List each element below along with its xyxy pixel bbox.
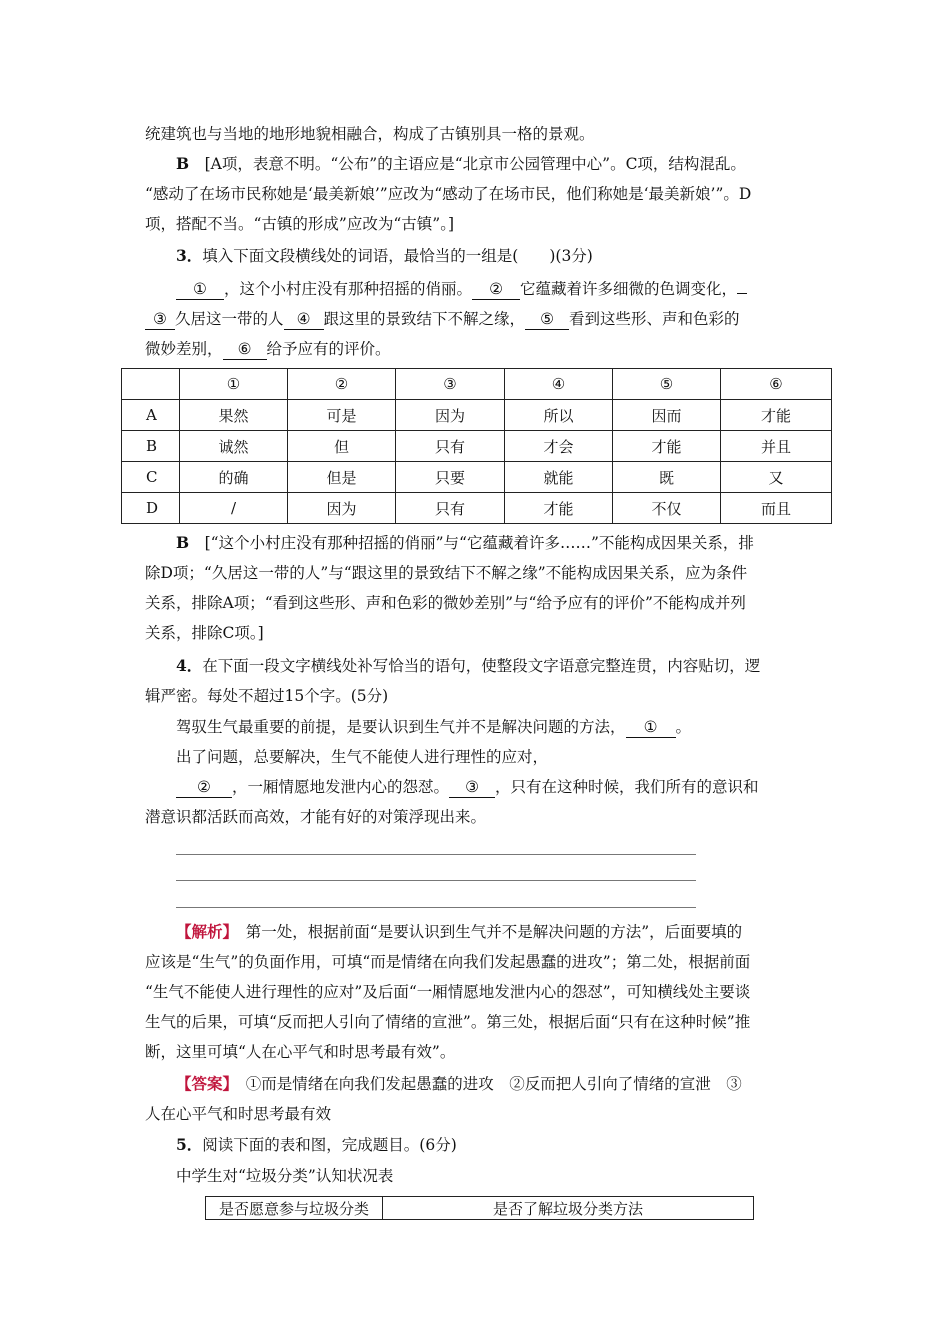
answer-letter: B (176, 154, 190, 173)
q5-stem (176, 1134, 457, 1156)
table-cell: ⑥ (721, 369, 832, 400)
passage-text: 看到这些形、声和色彩的 (569, 310, 740, 328)
q3-passage-line (145, 338, 391, 360)
table-cell: ④ (505, 369, 613, 400)
table-cell: 就能 (505, 462, 613, 493)
q4-passage-line: 潜意识都活跃而高效，才能有好的对策浮现出来。 (145, 808, 487, 826)
q2-answer-line: “感动了在场市民称她是‘最美新娘’”应改为“感动了在场市民，他们称她是‘最美新娘’”。D (145, 185, 752, 203)
blank-6: ⑥ (223, 339, 267, 360)
answer-line (176, 1073, 742, 1095)
q3-passage-line (145, 308, 740, 330)
question-number: 5． (176, 1135, 203, 1154)
table-cell: 不仅 (613, 493, 721, 524)
table-header-cell: 是否了解垃圾分类方法 (383, 1197, 754, 1220)
table-cell: 所以 (505, 400, 613, 431)
analysis-line: “生气不能使人进行理性的应对”及后面“一厢情愿地发泄内心的怨怼”，可知横线处主要谈 (145, 983, 751, 1001)
question-text: 在下面一段文字横线处补写恰当的语句，使整段文字语意完整连贯，内容贴切，逻 (202, 657, 761, 675)
blank-2: ② (176, 777, 232, 798)
question-number: 4． (176, 656, 203, 675)
table-row (122, 493, 832, 524)
q3-answer-line: 除D项；“久居这一带的人”与“跟这里的景致结下不解之缘”不能构成因果关系，应为条件 (145, 564, 748, 582)
table-header-row (122, 369, 832, 400)
analysis-line: 断，这里可填“人在心平气和时思考最有效”。 (145, 1043, 456, 1061)
blank-1: ① (176, 279, 224, 300)
question-text: 填入下面文段横线处的词语，最恰当的一组是( )(3分) (202, 247, 593, 265)
table-cell: 因为 (288, 493, 396, 524)
table-cell: 并且 (721, 431, 832, 462)
passage-text: ，一厢情愿地发泄内心的怨怼。 (232, 778, 450, 796)
blank-1: ① (626, 717, 676, 738)
q4-stem (176, 655, 760, 677)
analysis-line: 生气的后果，可填“反而把人引向了情绪的宣泄”。第三处，根据后面“只有在这种时候”推 (145, 1013, 751, 1031)
row-label: A (122, 400, 180, 431)
table-cell: ① (180, 369, 288, 400)
table-cell: 只有 (396, 493, 505, 524)
answer-text: ①而是情绪在向我们发起愚蠢的进攻 ②反而把人引向了情绪的宣泄 ③ (245, 1075, 742, 1093)
passage-text: 久居这一带的人 (175, 310, 284, 328)
table-cell: 但是 (288, 462, 396, 493)
passage-text: 微妙差别， (145, 340, 223, 358)
table-cell: 才能 (721, 400, 832, 431)
writing-line[interactable] (176, 880, 696, 881)
passage-text: 驾驭生气最重要的前提，是要认识到生气并不是解决问题的方法， (176, 718, 626, 736)
table-cell: / (180, 493, 288, 524)
table-row (122, 400, 832, 431)
question-number: 3． (176, 246, 203, 265)
row-label: B (122, 431, 180, 462)
survey-table-title: 中学生对“垃圾分类”认知状况表 (176, 1167, 394, 1185)
analysis-label: 【解析】 (176, 922, 231, 941)
table-cell: ② (288, 369, 396, 400)
passage-text: 它蕴藏着许多细微的色调变化， (520, 280, 738, 298)
passage-text: 跟这里的景致结下不解之缘， (323, 310, 526, 328)
analysis-text: 第一处，根据前面“是要认识到生气并不是解决问题的方法”，后面要填的 (245, 923, 743, 941)
table-cell: ③ (396, 369, 505, 400)
answer-text: [“这个小村庄没有那种招摇的俏丽”与“它蕴藏着许多……”不能构成因果关系，排 (204, 534, 754, 552)
survey-table (205, 1196, 754, 1220)
table-row (122, 431, 832, 462)
q3-stem (176, 245, 593, 267)
question-text: 阅读下面的表和图，完成题目。(6分) (202, 1136, 457, 1154)
table-cell: 才能 (505, 493, 613, 524)
table-cell: 既 (613, 462, 721, 493)
q2-answer-line: 项，搭配不当。“古镇的形成”应改为“古镇”。] (145, 215, 454, 233)
blank-4: ④ (284, 309, 324, 330)
table-header-cell: 是否愿意参与垃圾分类 (206, 1197, 383, 1220)
blank-2: ② (472, 279, 520, 300)
row-label: C (122, 462, 180, 493)
q3-answer-line: 关系，排除A项；“看到这些形、声和色彩的微妙差别”与“给予应有的评价”不能构成并列 (145, 594, 746, 612)
passage-text: 给予应有的评价。 (266, 340, 391, 358)
table-cell: 因而 (613, 400, 721, 431)
paragraph-line: 统建筑也与当地的地形地貌相融合，构成了古镇别具一格的景观。 (145, 125, 595, 143)
q3-answer-line (176, 532, 754, 554)
table-header-row (206, 1197, 754, 1220)
q4-stem: 辑严密。每处不超过15个字。(5分) (145, 687, 389, 705)
table-cell: 而且 (721, 493, 832, 524)
table-cell: 因为 (396, 400, 505, 431)
table-cell: 才会 (505, 431, 613, 462)
q3-passage-line (176, 278, 747, 300)
table-cell: 但 (288, 431, 396, 462)
blank-5: ⑤ (525, 309, 569, 330)
blank-3: ③ (145, 309, 175, 330)
q4-passage-line: 出了问题，总要解决，生气不能使人进行理性的应对， (176, 748, 549, 766)
analysis-line (176, 921, 742, 943)
passage-text: ，这个小村庄没有那种招摇的俏丽。 (224, 280, 473, 298)
table-cell: 的确 (180, 462, 288, 493)
table-cell: 才能 (613, 431, 721, 462)
analysis-line: 应该是“生气”的负面作用，可填“而是情绪在向我们发起愚蠢的进攻”；第二处，根据前面 (145, 953, 751, 971)
passage-text: 。 (675, 718, 692, 736)
blank-3: ③ (449, 777, 495, 798)
passage-text: ，只有在这种时候，我们所有的意识和 (495, 778, 759, 796)
table-cell: 只有 (396, 431, 505, 462)
table-cell: 果然 (180, 400, 288, 431)
table-row (122, 462, 832, 493)
q2-answer-line (176, 153, 746, 175)
table-cell: 只要 (396, 462, 505, 493)
table-cell: 可是 (288, 400, 396, 431)
answer-line: 人在心平气和时思考最有效 (145, 1105, 332, 1123)
q4-passage-line (176, 716, 691, 738)
writing-line[interactable] (176, 907, 696, 908)
answer-label: 【答案】 (176, 1074, 231, 1093)
writing-line[interactable] (176, 854, 696, 855)
table-cell: 诚然 (180, 431, 288, 462)
table-cell: 又 (721, 462, 832, 493)
q4-passage-line (176, 776, 759, 798)
answer-letter: B (176, 533, 190, 552)
answer-text: [A项，表意不明。“公布”的主语应是“北京市公园管理中心”。C项，结构混乱。 (204, 155, 746, 173)
table-cell: ⑤ (613, 369, 721, 400)
q3-answer-line: 关系，排除C项。] (145, 624, 264, 642)
blank-3-start (737, 293, 747, 294)
table-cell (122, 369, 180, 400)
row-label: D (122, 493, 180, 524)
options-table (121, 368, 832, 524)
